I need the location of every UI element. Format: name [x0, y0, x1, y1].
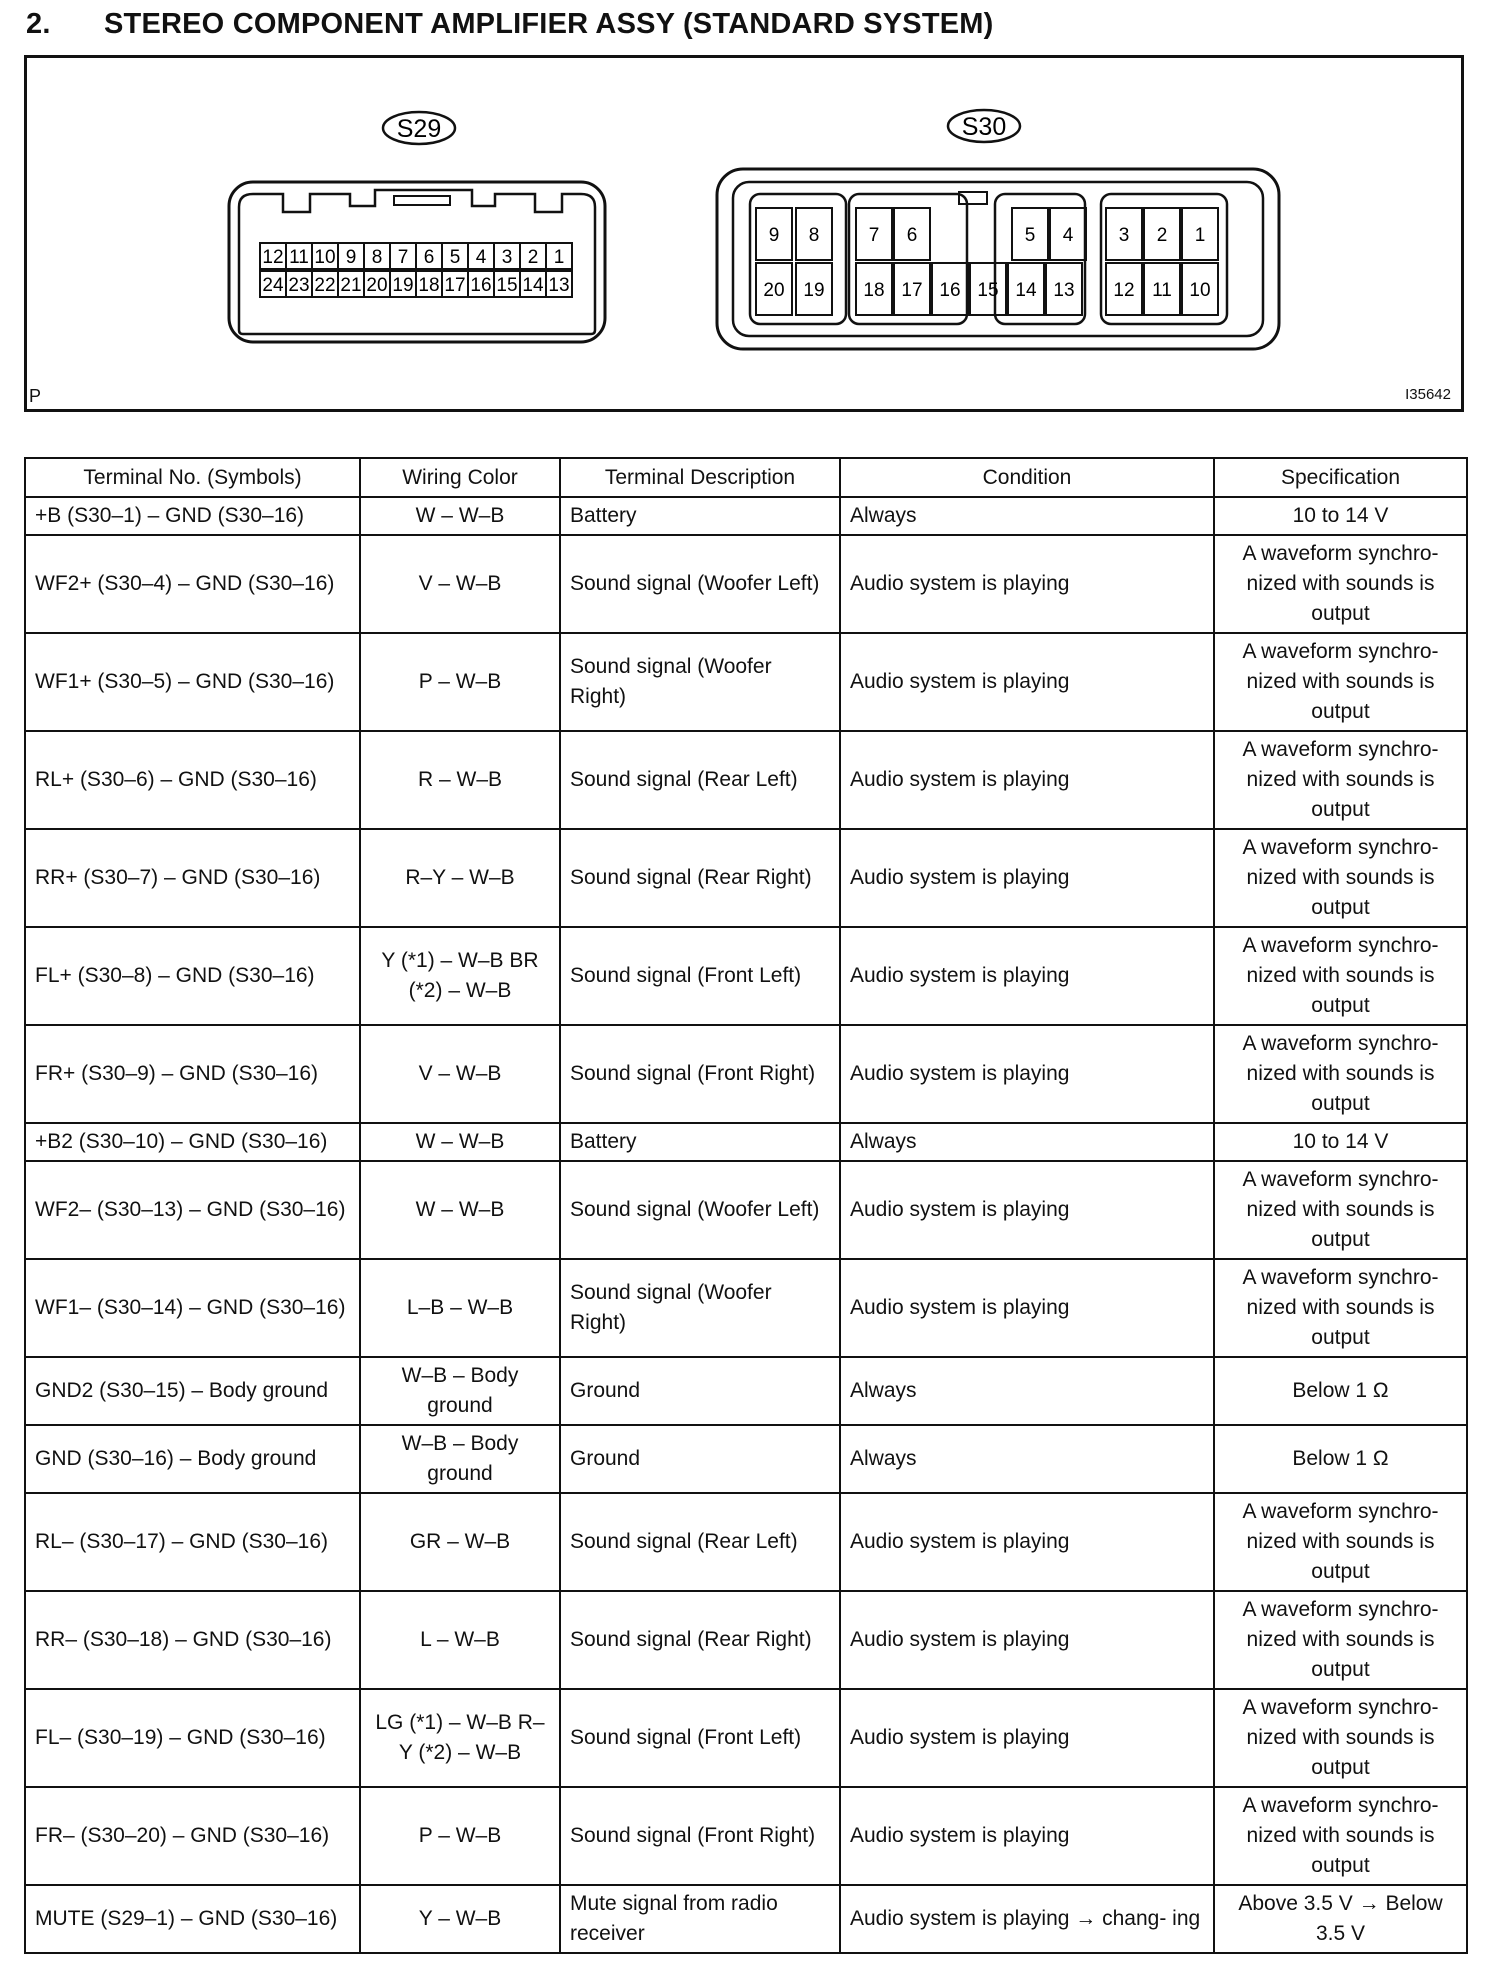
- specification-cell: A waveform synchro- nized with sounds is output: [1214, 829, 1467, 927]
- s29-terminal: 12: [262, 247, 284, 268]
- terminal-cell: GND (S30–16) – Body ground: [25, 1425, 360, 1493]
- wiring-color-cell: R–Y – W–B: [360, 829, 560, 927]
- s29-terminal: 7: [397, 247, 409, 268]
- terminal-cell: WF2+ (S30–4) – GND (S30–16): [25, 535, 360, 633]
- description-cell: Ground: [560, 1425, 840, 1493]
- specification-cell: Below 1 Ω: [1214, 1357, 1467, 1425]
- s30-terminal: 15: [977, 280, 999, 301]
- wiring-color-cell: P – W–B: [360, 633, 560, 731]
- s29-terminal: 22: [314, 275, 336, 296]
- condition-cell: Audio system is playing: [840, 829, 1214, 927]
- table-body: [25, 497, 1467, 1953]
- wiring-color-cell: L – W–B: [360, 1591, 560, 1689]
- s30-terminal: 16: [939, 280, 961, 301]
- s29-terminal: 16: [470, 275, 492, 296]
- specification-cell: A waveform synchro- nized with sounds is output: [1214, 1787, 1467, 1885]
- s29-terminal: 18: [418, 275, 440, 296]
- s30-label: S30: [961, 113, 1007, 141]
- wiring-color-cell: P – W–B: [360, 1787, 560, 1885]
- table-row: [25, 1787, 1467, 1885]
- table-row: [25, 1493, 1467, 1591]
- description-cell: Sound signal (Rear Left): [560, 731, 840, 829]
- condition-cell: Audio system is playing: [840, 633, 1214, 731]
- s30-terminal: 1: [1194, 225, 1206, 246]
- description-cell: Sound signal (Woofer Left): [560, 535, 840, 633]
- header-specification: Specification: [1214, 458, 1467, 497]
- condition-cell: Audio system is playing: [840, 535, 1214, 633]
- terminal-cell: WF2– (S30–13) – GND (S30–16): [25, 1161, 360, 1259]
- figure-corner-letter: P: [29, 386, 42, 406]
- wiring-color-cell: W – W–B: [360, 1161, 560, 1259]
- condition-cell: Audio system is playing: [840, 1161, 1214, 1259]
- terminal-cell: FR+ (S30–9) – GND (S30–16): [25, 1025, 360, 1123]
- s29-terminal: 6: [423, 247, 435, 268]
- description-cell: Sound signal (Rear Right): [560, 1591, 840, 1689]
- specification-cell: A waveform synchro- nized with sounds is output: [1214, 1025, 1467, 1123]
- s29-terminal: 17: [444, 275, 466, 296]
- specification-cell: Below 1 Ω: [1214, 1425, 1467, 1493]
- specification-cell: A waveform synchro- nized with sounds is output: [1214, 1161, 1467, 1259]
- s30-terminal: 20: [763, 280, 785, 301]
- terminal-cell: FL+ (S30–8) – GND (S30–16): [25, 927, 360, 1025]
- terminal-cell: WF1+ (S30–5) – GND (S30–16): [25, 633, 360, 731]
- s29-terminal: 14: [522, 275, 544, 296]
- table-row: [25, 927, 1467, 1025]
- specification-cell: A waveform synchro- nized with sounds is output: [1214, 927, 1467, 1025]
- s30-terminal: 2: [1156, 225, 1168, 246]
- specification-cell: Above 3.5 V → Below 3.5 V: [1214, 1885, 1467, 1953]
- table-header-row: [25, 458, 1467, 497]
- section-title: STEREO COMPONENT AMPLIFIER ASSY (STANDARD SYSTEM): [104, 8, 994, 40]
- s29-terminal: 9: [345, 247, 357, 268]
- table-row: [25, 1591, 1467, 1689]
- table-row: [25, 829, 1467, 927]
- s29-terminal: 11: [289, 247, 309, 268]
- table-row: [25, 1123, 1467, 1161]
- s29-terminal: 23: [288, 275, 310, 296]
- header-terminal: Terminal No. (Symbols): [25, 458, 360, 497]
- s30-terminal: 9: [768, 225, 780, 246]
- s30-terminal: 19: [803, 280, 825, 301]
- s30-terminal: 11: [1152, 280, 1172, 301]
- s30-terminal: 10: [1189, 280, 1211, 301]
- table-row: [25, 1885, 1467, 1953]
- s30-terminal: 5: [1024, 225, 1036, 246]
- terminal-cell: +B (S30–1) – GND (S30–16): [25, 497, 360, 535]
- wiring-color-cell: GR – W–B: [360, 1493, 560, 1591]
- section-number: 2.: [26, 8, 51, 40]
- header-condition: Condition: [840, 458, 1214, 497]
- s29-terminal: 5: [449, 247, 461, 268]
- specification-cell: A waveform synchro- nized with sounds is output: [1214, 633, 1467, 731]
- s30-terminal: 8: [808, 225, 820, 246]
- description-cell: Sound signal (Front Left): [560, 1689, 840, 1787]
- s29-terminal: 21: [340, 275, 362, 296]
- s29-terminal: 15: [496, 275, 518, 296]
- wiring-color-cell: W–B – Body ground: [360, 1425, 560, 1493]
- description-cell: Sound signal (Woofer Left): [560, 1161, 840, 1259]
- s29-terminal: 19: [392, 275, 414, 296]
- condition-cell: Audio system is playing: [840, 1259, 1214, 1357]
- description-cell: Mute signal from radio receiver: [560, 1885, 840, 1953]
- terminal-cell: WF1– (S30–14) – GND (S30–16): [25, 1259, 360, 1357]
- wiring-color-cell: Y (*1) – W–B BR (*2) – W–B: [360, 927, 560, 1025]
- s29-terminal: 2: [527, 247, 539, 268]
- table-row: [25, 497, 1467, 535]
- terminal-cell: RL– (S30–17) – GND (S30–16): [25, 1493, 360, 1591]
- wiring-color-cell: V – W–B: [360, 535, 560, 633]
- section-heading: [26, 8, 994, 41]
- terminal-cell: RR+ (S30–7) – GND (S30–16): [25, 829, 360, 927]
- s29-terminal: 1: [553, 247, 565, 268]
- description-cell: Sound signal (Front Left): [560, 927, 840, 1025]
- wiring-color-cell: L–B – W–B: [360, 1259, 560, 1357]
- s30-terminal: 7: [868, 225, 880, 246]
- s29-terminal: 24: [262, 275, 284, 296]
- specification-cell: A waveform synchro- nized with sounds is output: [1214, 1689, 1467, 1787]
- s30-terminal: 14: [1015, 280, 1037, 301]
- header-terminal-description: Terminal Description: [560, 458, 840, 497]
- table-row: [25, 535, 1467, 633]
- condition-cell: Audio system is playing: [840, 927, 1214, 1025]
- connector-s30: [717, 110, 1279, 349]
- terminal-cell: +B2 (S30–10) – GND (S30–16): [25, 1123, 360, 1161]
- s30-terminal: 13: [1053, 280, 1075, 301]
- specification-cell: 10 to 14 V: [1214, 1123, 1467, 1161]
- terminal-cell: RR– (S30–18) – GND (S30–16): [25, 1591, 360, 1689]
- description-cell: Battery: [560, 497, 840, 535]
- terminal-cell: GND2 (S30–15) – Body ground: [25, 1357, 360, 1425]
- header-wiring-color: Wiring Color: [360, 458, 560, 497]
- table-row: [25, 1425, 1467, 1493]
- condition-cell: Always: [840, 1357, 1214, 1425]
- specification-cell: A waveform synchro- nized with sounds is output: [1214, 535, 1467, 633]
- s29-terminal: 4: [475, 247, 487, 268]
- figure-code: I35642: [1405, 386, 1451, 403]
- condition-cell: Audio system is playing: [840, 1493, 1214, 1591]
- condition-cell: Always: [840, 497, 1214, 535]
- wiring-color-cell: W – W–B: [360, 1123, 560, 1161]
- condition-cell: Audio system is playing: [840, 1787, 1214, 1885]
- s29-terminal: 13: [548, 275, 570, 296]
- s29-terminal: 3: [501, 247, 513, 268]
- table-row: [25, 1025, 1467, 1123]
- condition-cell: Always: [840, 1123, 1214, 1161]
- terminal-cell: FR– (S30–20) – GND (S30–16): [25, 1787, 360, 1885]
- specification-cell: A waveform synchro- nized with sounds is output: [1214, 1493, 1467, 1591]
- s29-terminal: 8: [371, 247, 383, 268]
- terminal-spec-table: [24, 457, 1468, 1954]
- connector-s29: [229, 112, 605, 342]
- description-cell: Sound signal (Rear Left): [560, 1493, 840, 1591]
- table-row: [25, 1689, 1467, 1787]
- condition-cell: Audio system is playing: [840, 731, 1214, 829]
- s30-terminal: 12: [1113, 280, 1135, 301]
- description-cell: Ground: [560, 1357, 840, 1425]
- specification-cell: A waveform synchro- nized with sounds is output: [1214, 731, 1467, 829]
- table-row: [25, 633, 1467, 731]
- table-row: [25, 1259, 1467, 1357]
- specification-cell: 10 to 14 V: [1214, 497, 1467, 535]
- description-cell: Sound signal (Front Right): [560, 1025, 840, 1123]
- s30-terminal: 6: [906, 225, 918, 246]
- connector-diagram: [27, 58, 1461, 409]
- s30-terminal: 4: [1062, 225, 1074, 246]
- wiring-color-cell: W–B – Body ground: [360, 1357, 560, 1425]
- connector-figure: [24, 55, 1464, 412]
- condition-cell: Audio system is playing: [840, 1591, 1214, 1689]
- wiring-color-cell: LG (*1) – W–B R–Y (*2) – W–B: [360, 1689, 560, 1787]
- wiring-color-cell: W – W–B: [360, 497, 560, 535]
- wiring-color-cell: R – W–B: [360, 731, 560, 829]
- condition-cell: Audio system is playing → chang- ing: [840, 1885, 1214, 1953]
- specification-cell: A waveform synchro- nized with sounds is output: [1214, 1591, 1467, 1689]
- s29-label: S29: [396, 115, 442, 143]
- table-row: [25, 1161, 1467, 1259]
- s29-terminal: 20: [366, 275, 388, 296]
- description-cell: Sound signal (Woofer Right): [560, 633, 840, 731]
- wiring-color-cell: V – W–B: [360, 1025, 560, 1123]
- s29-terminal: 10: [314, 247, 336, 268]
- s30-terminal: 3: [1118, 225, 1130, 246]
- description-cell: Battery: [560, 1123, 840, 1161]
- description-cell: Sound signal (Rear Right): [560, 829, 840, 927]
- condition-cell: Audio system is playing: [840, 1025, 1214, 1123]
- s30-terminal: 18: [863, 280, 885, 301]
- terminal-cell: FL– (S30–19) – GND (S30–16): [25, 1689, 360, 1787]
- table-row: [25, 731, 1467, 829]
- wiring-color-cell: Y – W–B: [360, 1885, 560, 1953]
- condition-cell: Audio system is playing: [840, 1689, 1214, 1787]
- terminal-cell: RL+ (S30–6) – GND (S30–16): [25, 731, 360, 829]
- description-cell: Sound signal (Front Right): [560, 1787, 840, 1885]
- condition-cell: Always: [840, 1425, 1214, 1493]
- s30-terminal: 17: [901, 280, 923, 301]
- specification-cell: A waveform synchro- nized with sounds is output: [1214, 1259, 1467, 1357]
- table-row: [25, 1357, 1467, 1425]
- description-cell: Sound signal (Woofer Right): [560, 1259, 840, 1357]
- terminal-cell: MUTE (S29–1) – GND (S30–16): [25, 1885, 360, 1953]
